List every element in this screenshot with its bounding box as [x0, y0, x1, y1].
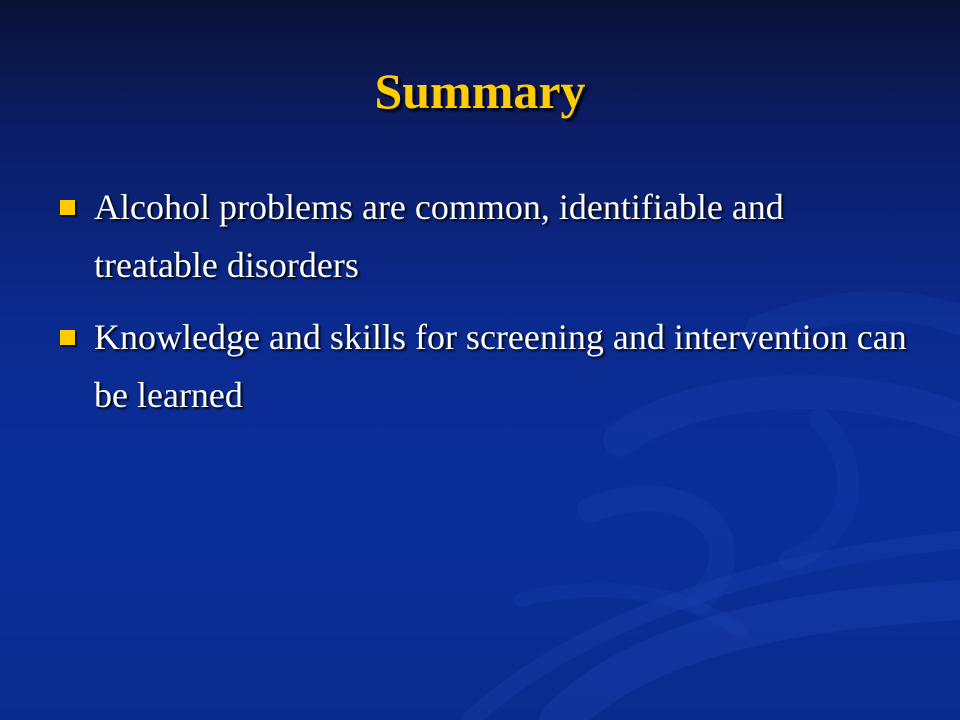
bullet-list	[60, 178, 910, 438]
square-bullet-icon	[60, 330, 75, 345]
bullet-text: Knowledge and skills for screening and intervention can be learned	[94, 317, 907, 415]
slide-title: Summary	[374, 63, 586, 119]
bullet-item	[60, 308, 910, 424]
bullet-text: Alcohol problems are common, identifiable and treatable disorders	[94, 187, 784, 285]
square-bullet-icon	[60, 200, 75, 215]
bullet-item	[60, 178, 910, 294]
